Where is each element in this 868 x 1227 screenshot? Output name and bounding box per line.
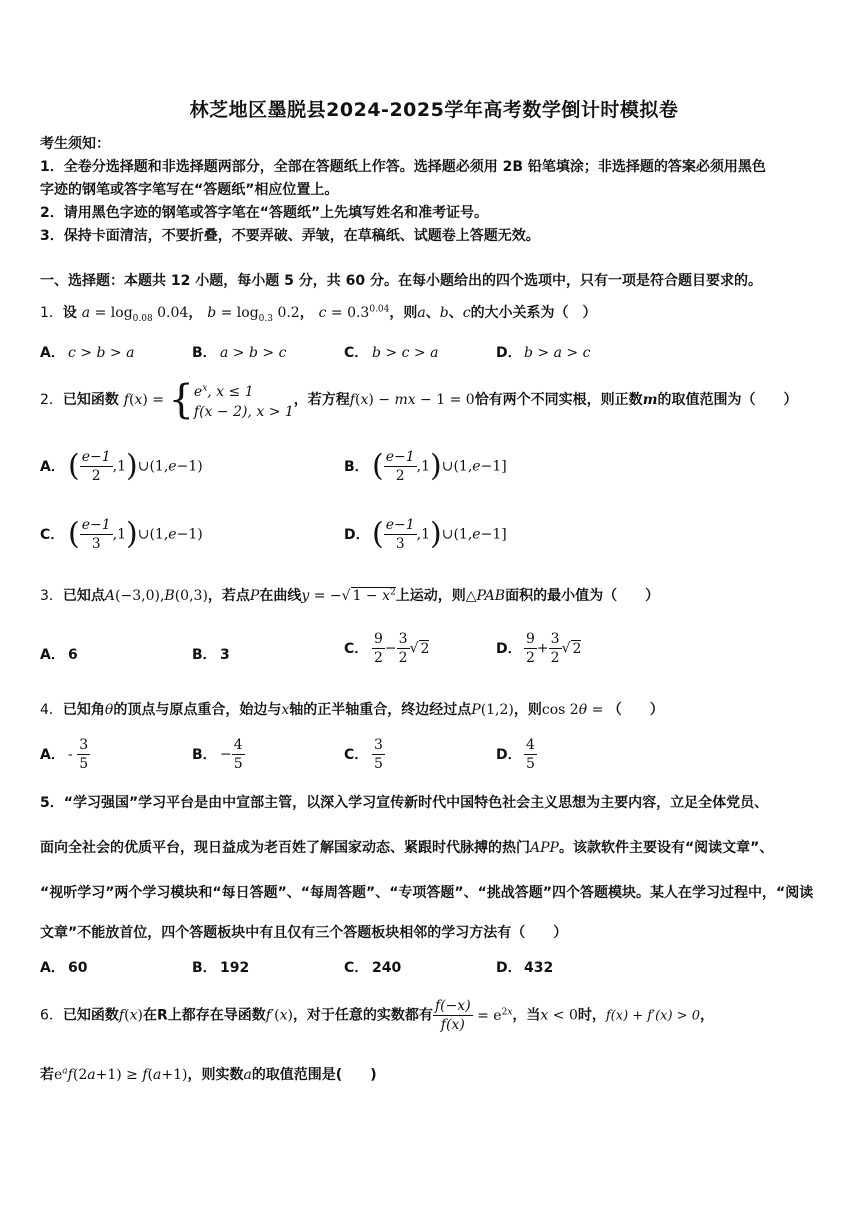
q5-option-a[interactable]: A． 60 bbox=[40, 960, 88, 976]
question-6: 6．已知函数f(x)在R上都存在导函数f′(x)，对于任意的实数都有 $\frac{f(-x)}{f(x)}$ = $e^{2x}$，当x < 0时，f(x) + f′(x) > 0， bbox=[40, 998, 714, 1033]
q2-option-d[interactable]: D．( $\frac{e-1}{3}$ ,1)∪(1,e−1] bbox=[344, 516, 507, 552]
q1-option-b[interactable]: B． a > b > c bbox=[192, 345, 287, 361]
notice-item-3: 3．保持卡面清洁，不要折叠，不要弄破、弄皱，在草稿纸、试题卷上答题无效。 bbox=[40, 228, 540, 244]
q2-option-a[interactable]: A． ( $\frac{e-1}{2}$ ,1)∪(1,e−1) bbox=[40, 448, 203, 484]
q3-option-b[interactable]: B． 3 bbox=[192, 647, 230, 663]
question-5-line-4: 文章”不能放首位，四个答题板块中有且仅有三个答题板块相邻的学习方法有（ ） bbox=[40, 925, 568, 941]
question-5-line-2: 面向全社会的优质平台，现日益成为老百姓了解国家动态、紧跟时代脉搏的热门APP。该款软件主要设有“阅读文章”、 bbox=[40, 840, 774, 856]
question-5-line-1: 5．“学习强国”学习平台是由中宣部主管，以深入学习宣传新时代中国特色社会主义思想为主要内容，立足全体党员、 bbox=[40, 795, 769, 811]
page-title: 林芝地区墨脱县2024-2025学年高考数学倒计时模拟卷 bbox=[189, 99, 679, 121]
q5-option-b[interactable]: B． 192 bbox=[192, 960, 250, 976]
notice-item-2: 2．请用黑色字迹的钢笔或答字笔在“答题纸”上先填写姓名和准考证号。 bbox=[40, 205, 489, 221]
notice-item-1a: 1．全卷分选择题和非选择题两部分，全部在答题纸上作答。选择题必须用 2B 铅笔填涂；非选择题的答案必须用黑色 bbox=[40, 159, 766, 175]
section-heading: 一、选择题：本题共 12 小题，每小题 5 分，共 60 分。在每小题给出的四个选项中，只有一项是符合题目要求的。 bbox=[40, 273, 762, 289]
notice-item-1b: 字迹的钢笔或答字笔写在“答题纸”相应位置上。 bbox=[40, 182, 339, 198]
q5-option-d[interactable]: D． 432 bbox=[496, 960, 554, 976]
q3-option-c[interactable]: C． $\frac{9}{2}$ − $\frac{3}{2}$ √ 2 bbox=[344, 631, 430, 666]
q2-option-c[interactable]: C． ( $\frac{e-1}{3}$ ,1)∪(1,e−1) bbox=[40, 516, 203, 552]
question-1: 1．设 $a = \log_{0.08} 0.04$， $b = \log_{0.3} 0.2$， $c = 0.3^{0.04}$，则a、b、c的大小关系为（ ） bbox=[40, 304, 597, 324]
q4-option-b[interactable]: B． − $\frac{4}{5}$ bbox=[192, 737, 243, 772]
q4-option-a[interactable]: A． - $\frac{3}{5}$ bbox=[40, 737, 89, 772]
question-3: 3．已知点A(−3,0),B(0,3)，若点P在曲线y = −√ $1 - x^2$上运动，则△PAB面积的最小值为（ ） bbox=[40, 587, 660, 604]
question-4: 4．已知角θ的顶点与原点重合，始边与x轴的正半轴重合，终边经过点P(1,2)，则cos 2θ = （ ） bbox=[40, 702, 664, 718]
question-6-line-2: 若$e^af(2a+1) \ge f(a+1)$，则实数a的取值范围是( ) bbox=[40, 1066, 377, 1083]
q5-option-c[interactable]: C． 240 bbox=[344, 960, 402, 976]
q1-option-c[interactable]: C． b > c > a bbox=[344, 345, 439, 361]
q3-option-d[interactable]: D． $\frac{9}{2}$ + $\frac{3}{2}$ √ 2 bbox=[496, 631, 582, 666]
question-2: 2．已知函数 $f(x) = \{e^x$, x ≤ 1 f(x − 2), x > 1，若方程f(x) − mx − 1 = 0恰有两个不同实根，则正数m的取值范围为（ ） bbox=[40, 376, 798, 423]
q2-option-b[interactable]: B． ( $\frac{e-1}{2}$ ,1)∪(1,e−1] bbox=[344, 448, 507, 484]
q4-option-d[interactable]: D． $\frac{4}{5}$ bbox=[496, 737, 535, 772]
q1-option-d[interactable]: D． b > a > c bbox=[496, 345, 591, 361]
question-5-line-3: “视听学习”两个学习模块和“每日答题”、“每周答题”、“专项答题”、“挑战答题”四个答题模块。某人在学习过程中，“阅读 bbox=[40, 885, 814, 901]
q3-option-a[interactable]: A． 6 bbox=[40, 647, 78, 663]
q4-option-c[interactable]: C． $\frac{3}{5}$ bbox=[344, 737, 383, 772]
notice-heading: 考生须知： bbox=[40, 136, 110, 152]
q1-option-a[interactable]: A． c > b > a bbox=[40, 345, 135, 361]
